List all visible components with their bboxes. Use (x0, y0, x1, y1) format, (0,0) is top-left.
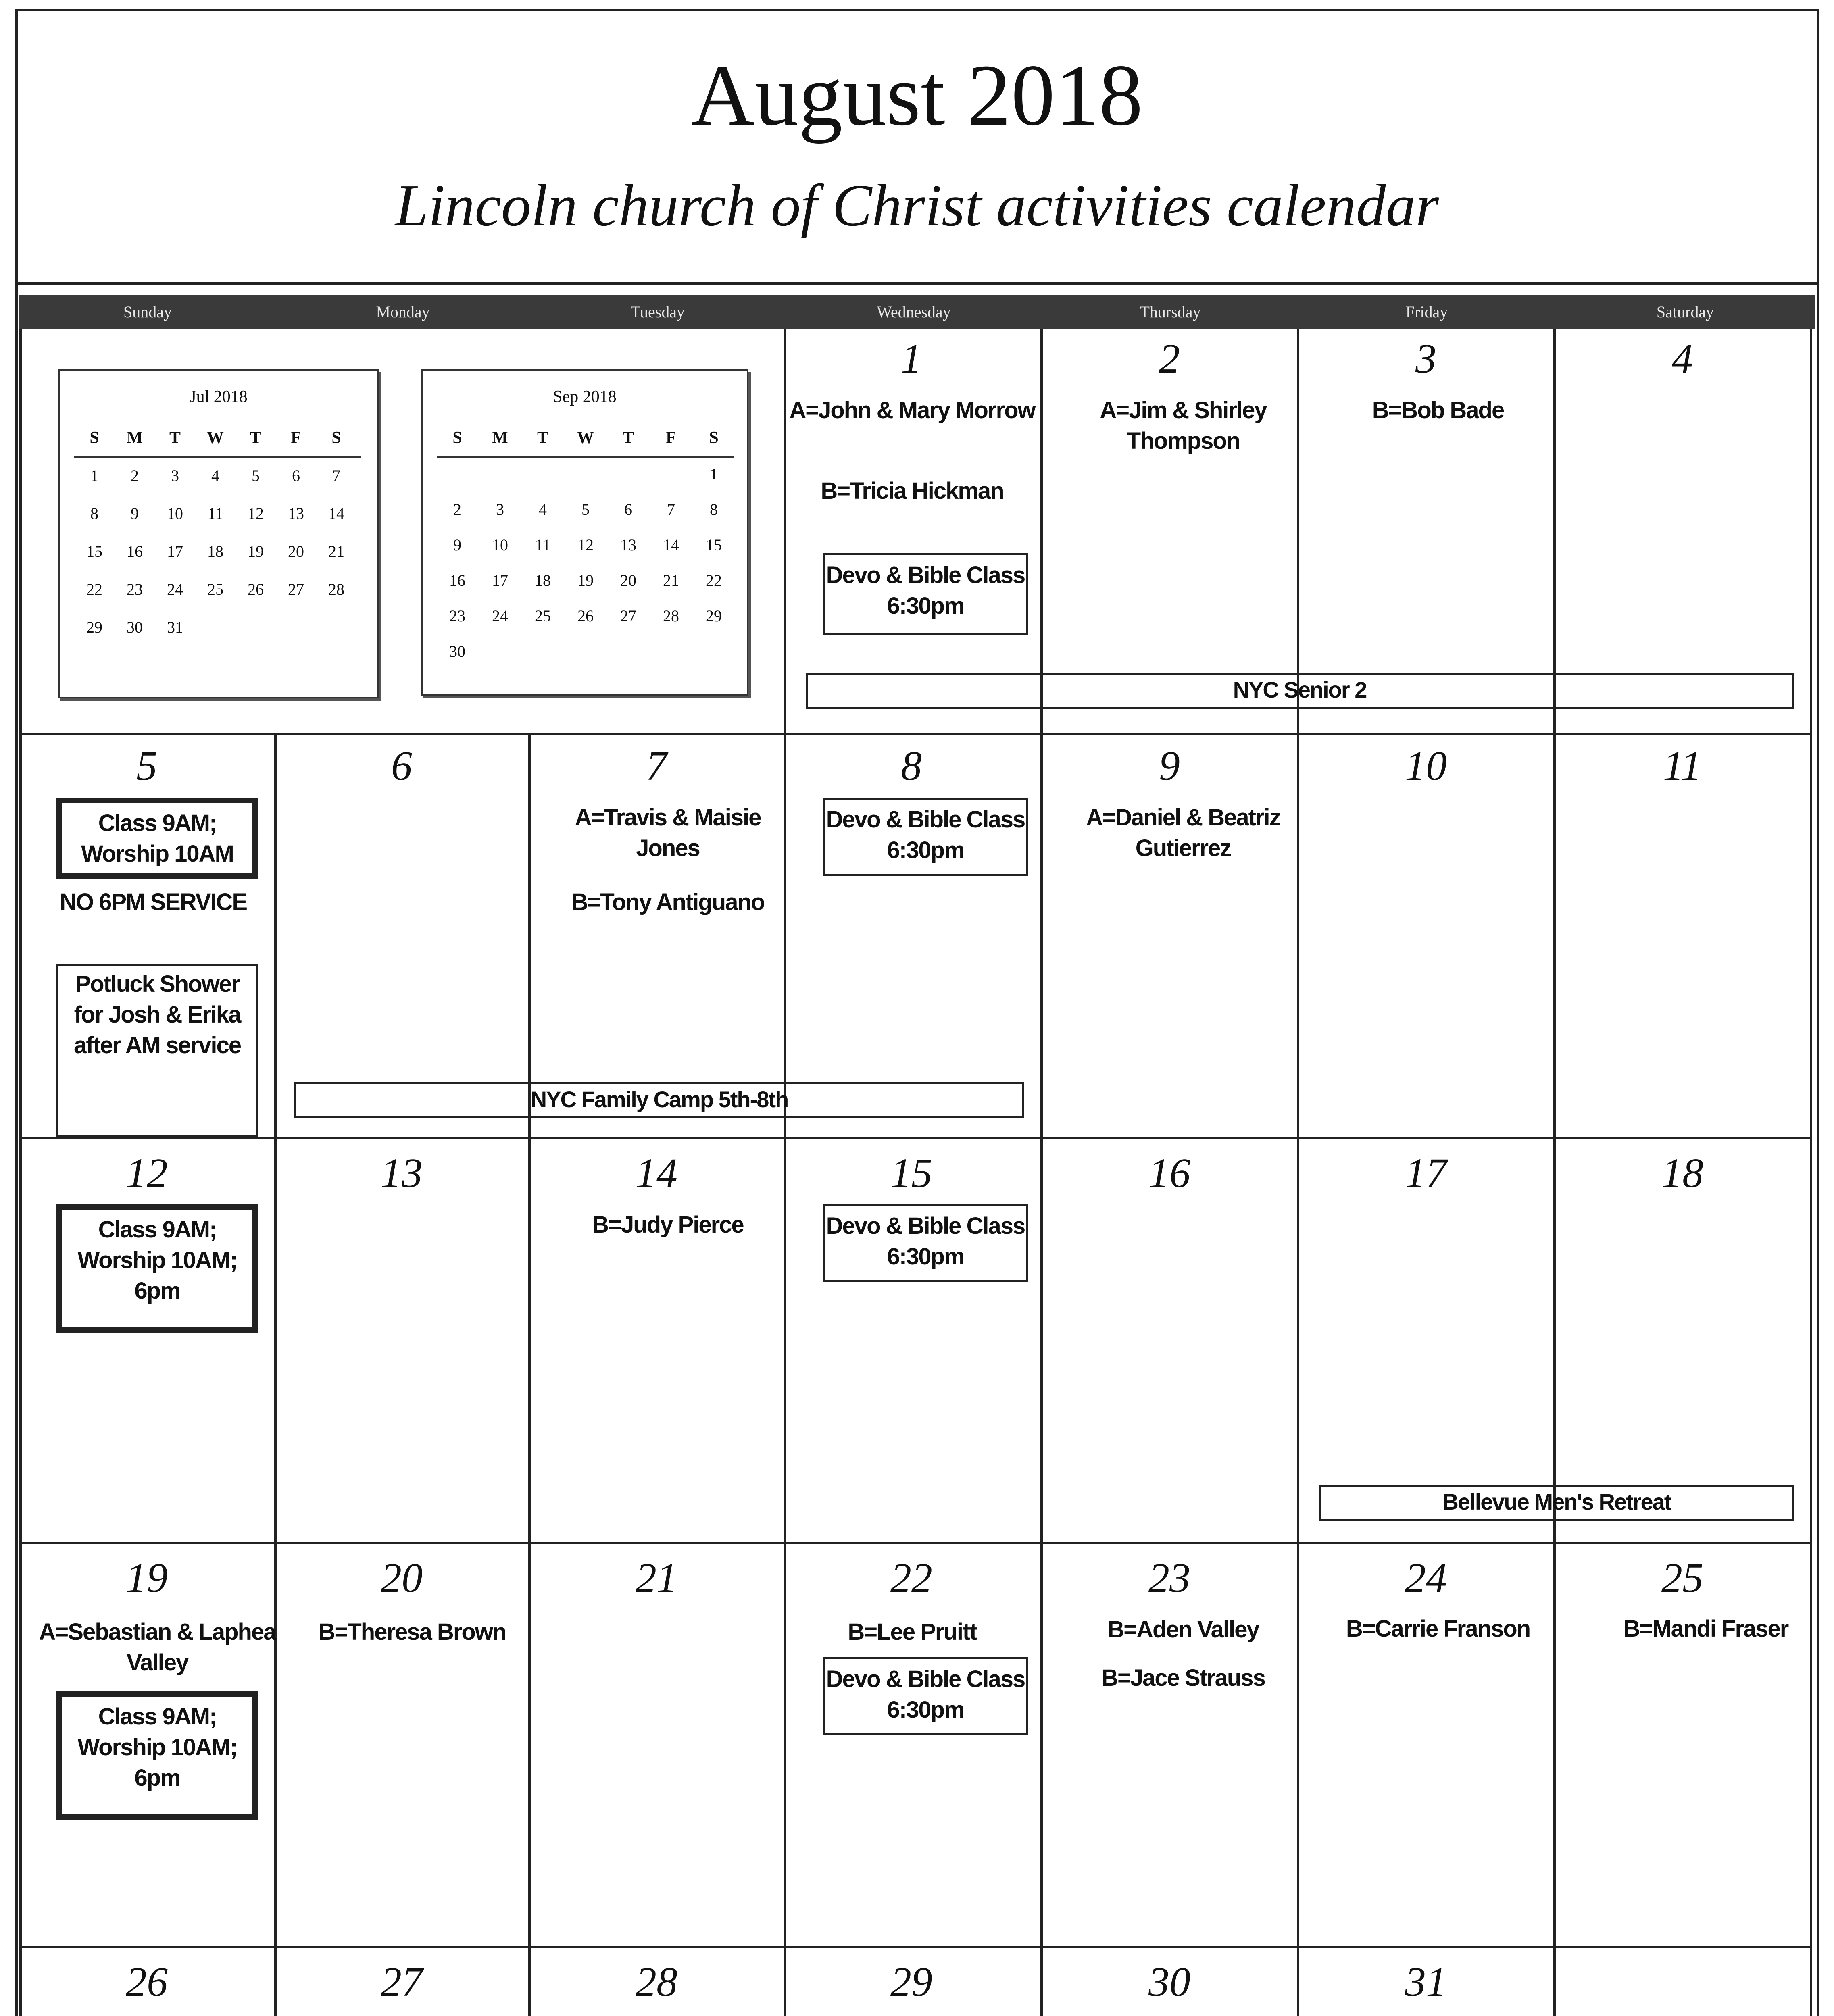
grid-line (19, 1137, 1812, 1139)
mini-calendar-header: F (291, 429, 301, 447)
day-number: 18 (1661, 1150, 1703, 1196)
mini-calendar-header: S (331, 429, 341, 447)
mini-calendar-day: 29 (86, 618, 102, 636)
day-entry: A=Daniel & Beatriz Gutierrez (1086, 804, 1280, 861)
grid-line (1553, 329, 1556, 2016)
day-entry: B=Aden Valley (1107, 1616, 1259, 1643)
mini-calendar-header: T (169, 429, 181, 447)
mini-calendar-day: 19 (248, 542, 264, 560)
mini-calendar-header: T (622, 429, 634, 447)
day-number: 30 (1148, 1959, 1190, 2005)
mini-calendar-rule (437, 456, 734, 458)
mini-calendar-day: 19 (577, 571, 594, 589)
mini-calendar-day: 11 (207, 504, 223, 523)
mini-calendar-day: 24 (167, 580, 183, 598)
mini-calendar-day: 22 (706, 571, 722, 589)
day-entry: A=Travis & Maisie Jones (575, 804, 761, 861)
mini-calendar-day: 30 (449, 642, 465, 660)
day-number: 9 (1159, 743, 1180, 789)
day-entry: B=Theresa Brown (318, 1619, 506, 1645)
mini-calendar-day: 17 (492, 571, 508, 589)
mini-calendar-header: T (250, 429, 261, 447)
mini-calendar-july (58, 369, 379, 698)
day-entry: B=Tony Antiguano (571, 889, 765, 915)
weekday-monday: Monday (376, 303, 430, 321)
mini-calendar-day: 18 (535, 571, 551, 589)
day-entry: B=Bob Bade (1372, 397, 1504, 423)
mini-calendar-day: 20 (620, 571, 636, 589)
mini-calendar-header: M (492, 429, 508, 447)
day-entry: B=Carrie Franson (1346, 1616, 1530, 1642)
mini-calendar-header: M (127, 429, 143, 447)
weekday-wednesday: Wednesday (877, 303, 951, 321)
mini-calendar-day: 4 (539, 500, 547, 519)
devo-bible-class-box: Devo & Bible Class 6:30pm (823, 798, 1028, 876)
mini-calendar-day: 6 (624, 500, 632, 519)
day-number: 29 (890, 1959, 932, 2005)
mini-calendar-day: 18 (207, 542, 223, 560)
grid-line (19, 733, 1812, 735)
day-number: 14 (636, 1150, 677, 1196)
mini-calendar-day: 27 (288, 580, 304, 598)
event-bar-nyc-family-camp: NYC Family Camp 5th-8th (294, 1082, 1024, 1118)
day-entry: B=Lee Pruitt (848, 1619, 977, 1645)
mini-calendar-day: 25 (535, 607, 551, 625)
day-number: 10 (1405, 743, 1447, 789)
mini-calendar-day: 26 (248, 580, 264, 598)
mini-calendar-day: 8 (710, 500, 718, 519)
day-number: 22 (890, 1555, 932, 1601)
grid-line (528, 734, 531, 2016)
mini-calendar-day: 23 (127, 580, 143, 598)
mini-calendar-day: 24 (492, 607, 508, 625)
mini-calendar-day: 10 (492, 536, 508, 554)
mini-calendar-day: 16 (127, 542, 143, 560)
mini-calendar-title: Jul 2018 (190, 387, 248, 406)
mini-calendar-day: 17 (167, 542, 183, 560)
mini-calendar-day: 28 (328, 580, 344, 598)
grid-line (1297, 329, 1299, 2016)
day-number: 19 (126, 1555, 168, 1601)
event-bar-nyc-senior: NYC Senior 2 (806, 673, 1794, 709)
day-number: 3 (1415, 335, 1436, 382)
mini-calendar-rule (74, 456, 361, 458)
mini-calendar-header: S (709, 429, 719, 447)
mini-calendar-day: 22 (86, 580, 102, 598)
mini-calendar-day: 13 (288, 504, 304, 523)
day-number: 5 (136, 743, 157, 789)
mini-calendar-day: 4 (211, 467, 219, 485)
mini-calendar-day: 9 (453, 536, 461, 554)
day-number: 8 (901, 743, 922, 789)
mini-calendar-header: S (452, 429, 462, 447)
day-number: 6 (391, 743, 412, 789)
mini-calendar-day: 23 (449, 607, 465, 625)
day-number: 21 (636, 1555, 677, 1601)
mini-calendar-day: 26 (577, 607, 594, 625)
weekday-thursday: Thursday (1140, 303, 1201, 321)
day-number: 1 (901, 335, 922, 382)
mini-calendar-day: 21 (328, 542, 344, 560)
mini-calendar-day: 12 (577, 536, 594, 554)
mini-calendar-day: 3 (496, 500, 504, 519)
mini-calendar-day: 14 (328, 504, 344, 523)
mini-calendar-header: W (577, 429, 594, 447)
mini-calendar-day: 16 (449, 571, 465, 589)
mini-calendar-september (421, 369, 748, 696)
mini-calendar-header: S (90, 429, 99, 447)
weekday-sunday: Sunday (123, 303, 172, 321)
day-number: 25 (1661, 1555, 1703, 1601)
mini-calendar-day: 14 (663, 536, 679, 554)
mini-calendar-title: Sep 2018 (553, 387, 617, 406)
day-number: 24 (1405, 1555, 1447, 1601)
mini-calendar-header: W (207, 429, 224, 447)
header-divider (15, 282, 1819, 285)
day-number: 15 (890, 1150, 932, 1196)
day-number: 11 (1663, 743, 1702, 789)
weekday-friday: Friday (1405, 303, 1448, 321)
grid-line (19, 1542, 1812, 1544)
day-entry: B=Mandi Fraser (1623, 1616, 1788, 1642)
mini-calendar-day: 12 (248, 504, 264, 523)
mini-calendar-day: 1 (710, 465, 718, 483)
mini-calendar-header: F (666, 429, 676, 447)
grid-line (19, 1946, 1812, 1948)
mini-calendar-day: 25 (207, 580, 223, 598)
event-bar-bellevue-retreat: Bellevue Men's Retreat (1319, 1485, 1794, 1521)
mini-calendar-day: 5 (252, 467, 260, 485)
day-entry: B=Judy Pierce (592, 1212, 744, 1238)
mini-calendar-day: 20 (288, 542, 304, 560)
worship-schedule-box: Class 9AM; Worship 10AM (56, 798, 258, 879)
devo-bible-class-box: Devo & Bible Class 6:30pm (823, 553, 1028, 635)
mini-calendar-day: 6 (292, 467, 300, 485)
day-number: 16 (1148, 1150, 1190, 1196)
mini-calendar-day: 27 (620, 607, 636, 625)
potluck-note-box: Potluck Shower for Josh & Erika after AM service (56, 964, 258, 1137)
day-number: 7 (646, 743, 667, 789)
devo-bible-class-box: Devo & Bible Class 6:30pm (823, 1204, 1028, 1282)
mini-calendar-day: 7 (667, 500, 675, 519)
mini-calendar-day: 30 (127, 618, 143, 636)
mini-calendar-day: 8 (90, 504, 98, 523)
mini-calendar-day: 29 (706, 607, 722, 625)
devo-bible-class-box: Devo & Bible Class 6:30pm (823, 1657, 1028, 1735)
day-number: 2 (1159, 335, 1180, 382)
day-number: 12 (126, 1150, 168, 1196)
mini-calendar-day: 9 (131, 504, 139, 523)
weekday-tuesday: Tuesday (630, 303, 685, 321)
day-entry: B=Tricia Hickman (821, 478, 1004, 504)
day-number: 23 (1148, 1555, 1190, 1601)
day-number: 17 (1405, 1150, 1447, 1196)
worship-schedule-box: Class 9AM; Worship 10AM; 6pm (56, 1204, 258, 1333)
day-entry: A=John & Mary Morrow (789, 397, 1035, 423)
mini-calendar-header: T (537, 429, 548, 447)
day-entry: B=Jace Strauss (1101, 1665, 1265, 1691)
mini-calendar-day: 7 (332, 467, 340, 485)
mini-calendar-day: 2 (453, 500, 461, 519)
day-number: 20 (381, 1555, 423, 1601)
calendar-subtitle: Lincoln church of Christ activities calendar (395, 173, 1439, 239)
grid-line (274, 734, 277, 2016)
mini-calendar-day: 10 (167, 504, 183, 523)
mini-calendar-day: 3 (171, 467, 179, 485)
mini-calendar-day: 31 (167, 618, 183, 636)
grid-line (1810, 329, 1812, 2016)
mini-calendar-day: 1 (90, 467, 98, 485)
calendar-title: August 2018 (691, 47, 1143, 144)
day-number: 26 (126, 1959, 168, 2005)
weekday-saturday: Saturday (1656, 303, 1714, 321)
day-entry: NO 6PM SERVICE (59, 889, 247, 915)
day-entry: A=Sebastian & Laphea Valley (39, 1619, 276, 1676)
mini-calendar-day: 28 (663, 607, 679, 625)
mini-calendar-day: 15 (706, 536, 722, 554)
mini-calendar-day: 2 (131, 467, 139, 485)
mini-calendar-day: 21 (663, 571, 679, 589)
day-number: 4 (1672, 335, 1693, 382)
day-entry: A=Jim & Shirley Thompson (1100, 397, 1267, 454)
mini-calendar-day: 5 (581, 500, 590, 519)
mini-calendar-day: 13 (620, 536, 636, 554)
worship-schedule-box: Class 9AM; Worship 10AM; 6pm (56, 1691, 258, 1820)
mini-calendar-day: 11 (535, 536, 551, 554)
day-number: 31 (1405, 1959, 1447, 2005)
day-number: 13 (381, 1150, 423, 1196)
mini-calendar-day: 15 (86, 542, 102, 560)
grid-line (1040, 329, 1043, 2016)
day-number: 28 (636, 1959, 677, 2005)
day-number: 27 (381, 1959, 423, 2005)
